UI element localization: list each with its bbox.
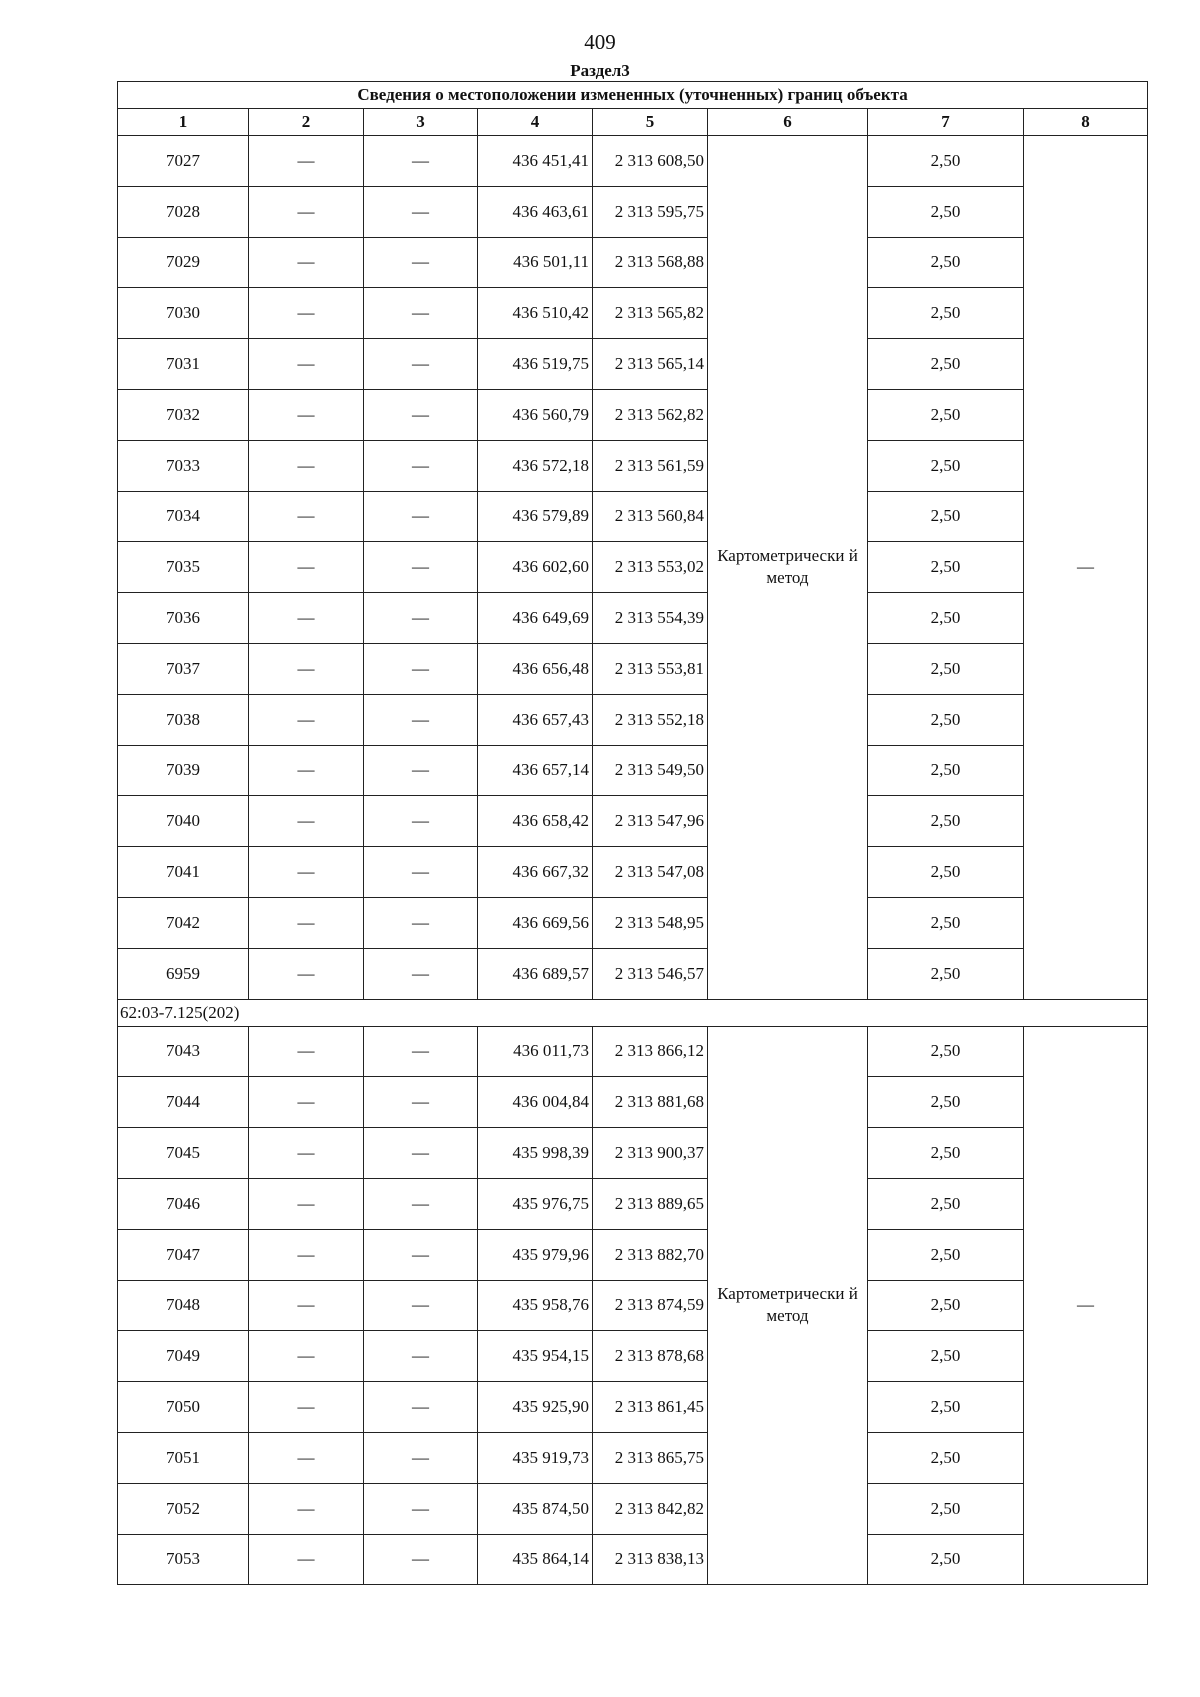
accuracy: 2,50: [868, 1229, 1024, 1280]
col2-dash: —: [249, 796, 364, 847]
column-header-row: [118, 109, 1148, 136]
accuracy: 2,50: [868, 288, 1024, 339]
col2-dash: —: [249, 593, 364, 644]
coord-y: 2 313 900,37: [593, 1128, 708, 1179]
point-number: 7041: [118, 847, 249, 898]
table-row: [118, 1382, 1148, 1433]
coord-y: 2 313 554,39: [593, 593, 708, 644]
point-number: 7046: [118, 1178, 249, 1229]
coord-y: 2 313 561,59: [593, 440, 708, 491]
col2-dash: —: [249, 1229, 364, 1280]
coord-x: 436 657,43: [478, 694, 593, 745]
col3-dash: —: [364, 1382, 478, 1433]
col2-dash: —: [249, 1128, 364, 1179]
col2-dash: —: [249, 1077, 364, 1128]
group-label: 62:03-7.125(202): [118, 999, 1148, 1026]
coord-x: 436 602,60: [478, 542, 593, 593]
section-title: Раздел3: [570, 61, 630, 80]
point-number: 7052: [118, 1483, 249, 1534]
col2-dash: —: [249, 440, 364, 491]
table-row: [118, 1128, 1148, 1179]
point-number: 7051: [118, 1432, 249, 1483]
method-cell: Картометрически й метод: [708, 1026, 868, 1585]
table-row: [118, 186, 1148, 237]
accuracy: 2,50: [868, 1178, 1024, 1229]
coord-x: 435 979,96: [478, 1229, 593, 1280]
col2-dash: —: [249, 1280, 364, 1331]
coord-y: 2 313 553,81: [593, 643, 708, 694]
col3-dash: —: [364, 1229, 478, 1280]
col3-dash: —: [364, 796, 478, 847]
coord-x: 435 958,76: [478, 1280, 593, 1331]
col3-dash: —: [364, 593, 478, 644]
col3-dash: —: [364, 491, 478, 542]
col2-dash: —: [249, 389, 364, 440]
coord-x: 436 572,18: [478, 440, 593, 491]
table-row: [118, 491, 1148, 542]
point-number: 7042: [118, 897, 249, 948]
point-number: 7036: [118, 593, 249, 644]
accuracy: 2,50: [868, 1077, 1024, 1128]
table-row: [118, 1178, 1148, 1229]
col3-dash: —: [364, 1483, 478, 1534]
col3-dash: —: [364, 389, 478, 440]
accuracy: 2,50: [868, 491, 1024, 542]
column-header-3: 3: [364, 109, 478, 136]
coord-x: 436 656,48: [478, 643, 593, 694]
accuracy: 2,50: [868, 1534, 1024, 1585]
point-number: 7027: [118, 136, 249, 187]
accuracy: 2,50: [868, 847, 1024, 898]
coord-x: 435 874,50: [478, 1483, 593, 1534]
col3-dash: —: [364, 237, 478, 288]
coord-y: 2 313 560,84: [593, 491, 708, 542]
col8-cell: —: [1024, 1026, 1148, 1585]
page-number: 409: [584, 30, 616, 54]
col3-dash: —: [364, 440, 478, 491]
col3-dash: —: [364, 1432, 478, 1483]
accuracy: 2,50: [868, 237, 1024, 288]
col3-dash: —: [364, 1077, 478, 1128]
col2-dash: —: [249, 491, 364, 542]
column-header-8: 8: [1024, 109, 1148, 136]
table-row: [118, 237, 1148, 288]
method-cell: Картометрически й метод: [708, 136, 868, 1000]
accuracy: 2,50: [868, 1382, 1024, 1433]
table-row: [118, 542, 1148, 593]
accuracy: 2,50: [868, 1026, 1024, 1077]
coord-x: 436 004,84: [478, 1077, 593, 1128]
accuracy: 2,50: [868, 1331, 1024, 1382]
coord-x: 436 501,11: [478, 237, 593, 288]
col3-dash: —: [364, 339, 478, 390]
coord-x: 436 579,89: [478, 491, 593, 542]
coord-x: 436 519,75: [478, 339, 593, 390]
column-header-4: 4: [478, 109, 593, 136]
table-row: [118, 796, 1148, 847]
col3-dash: —: [364, 1331, 478, 1382]
col3-dash: —: [364, 542, 478, 593]
point-number: 7030: [118, 288, 249, 339]
accuracy: 2,50: [868, 1483, 1024, 1534]
accuracy: 2,50: [868, 796, 1024, 847]
col2-dash: —: [249, 1331, 364, 1382]
coord-y: 2 313 874,59: [593, 1280, 708, 1331]
point-number: 7031: [118, 339, 249, 390]
table-row: [118, 1280, 1148, 1331]
table-row: [118, 1331, 1148, 1382]
coord-y: 2 313 861,45: [593, 1382, 708, 1433]
point-number: 7040: [118, 796, 249, 847]
point-number: 7028: [118, 186, 249, 237]
coord-x: 435 919,73: [478, 1432, 593, 1483]
point-number: 7037: [118, 643, 249, 694]
col2-dash: —: [249, 847, 364, 898]
coord-x: 435 864,14: [478, 1534, 593, 1585]
col2-dash: —: [249, 186, 364, 237]
col2-dash: —: [249, 1534, 364, 1585]
point-number: 7029: [118, 237, 249, 288]
table-caption: Сведения о местоположении измененных (уточненных) границ объекта: [118, 82, 1148, 109]
point-number: 7035: [118, 542, 249, 593]
column-header-1: 1: [118, 109, 249, 136]
col2-dash: —: [249, 1178, 364, 1229]
point-number: 7032: [118, 389, 249, 440]
coord-y: 2 313 838,13: [593, 1534, 708, 1585]
col2-dash: —: [249, 897, 364, 948]
column-header-7: 7: [868, 109, 1024, 136]
table-row: [118, 1077, 1148, 1128]
accuracy: 2,50: [868, 339, 1024, 390]
table-row: [118, 1483, 1148, 1534]
coord-y: 2 313 553,02: [593, 542, 708, 593]
coord-x: 436 560,79: [478, 389, 593, 440]
column-header-2: 2: [249, 109, 364, 136]
table-row: [118, 288, 1148, 339]
point-number: 7044: [118, 1077, 249, 1128]
col3-dash: —: [364, 1280, 478, 1331]
point-number: 7034: [118, 491, 249, 542]
col2-dash: —: [249, 288, 364, 339]
accuracy: 2,50: [868, 136, 1024, 187]
table-row: [118, 1229, 1148, 1280]
coord-x: 436 011,73: [478, 1026, 593, 1077]
col3-dash: —: [364, 745, 478, 796]
table-row: [118, 745, 1148, 796]
coord-y: 2 313 608,50: [593, 136, 708, 187]
table-row: [118, 948, 1148, 999]
col3-dash: —: [364, 643, 478, 694]
col2-dash: —: [249, 643, 364, 694]
table-row: [118, 339, 1148, 390]
coord-y: 2 313 866,12: [593, 1026, 708, 1077]
accuracy: 2,50: [868, 948, 1024, 999]
point-number: 7053: [118, 1534, 249, 1585]
table-row: [118, 593, 1148, 644]
col2-dash: —: [249, 237, 364, 288]
coord-x: 436 451,41: [478, 136, 593, 187]
coord-y: 2 313 842,82: [593, 1483, 708, 1534]
coord-y: 2 313 549,50: [593, 745, 708, 796]
coord-y: 2 313 565,82: [593, 288, 708, 339]
col2-dash: —: [249, 694, 364, 745]
coord-x: 436 689,57: [478, 948, 593, 999]
coord-y: 2 313 547,08: [593, 847, 708, 898]
coordinates-table: [117, 81, 1148, 1585]
coord-y: 2 313 865,75: [593, 1432, 708, 1483]
table-row: [118, 1026, 1148, 1077]
table-row: [118, 847, 1148, 898]
accuracy: 2,50: [868, 1432, 1024, 1483]
accuracy: 2,50: [868, 542, 1024, 593]
accuracy: 2,50: [868, 897, 1024, 948]
coord-y: 2 313 881,68: [593, 1077, 708, 1128]
coord-x: 435 925,90: [478, 1382, 593, 1433]
coord-x: 436 669,56: [478, 897, 593, 948]
coord-y: 2 313 878,68: [593, 1331, 708, 1382]
accuracy: 2,50: [868, 694, 1024, 745]
point-number: 7047: [118, 1229, 249, 1280]
col2-dash: —: [249, 542, 364, 593]
table-row: [118, 897, 1148, 948]
table-row: [118, 1534, 1148, 1585]
accuracy: 2,50: [868, 389, 1024, 440]
accuracy: 2,50: [868, 186, 1024, 237]
coord-y: 2 313 595,75: [593, 186, 708, 237]
accuracy: 2,50: [868, 440, 1024, 491]
col3-dash: —: [364, 1534, 478, 1585]
col2-dash: —: [249, 948, 364, 999]
col2-dash: —: [249, 1483, 364, 1534]
coord-x: 436 463,61: [478, 186, 593, 237]
coord-y: 2 313 882,70: [593, 1229, 708, 1280]
col3-dash: —: [364, 288, 478, 339]
coord-y: 2 313 889,65: [593, 1178, 708, 1229]
col3-dash: —: [364, 1026, 478, 1077]
point-number: 6959: [118, 948, 249, 999]
column-header-6: 6: [708, 109, 868, 136]
col2-dash: —: [249, 1026, 364, 1077]
table-row: [118, 389, 1148, 440]
col3-dash: —: [364, 694, 478, 745]
coord-x: 435 998,39: [478, 1128, 593, 1179]
col2-dash: —: [249, 136, 364, 187]
coord-x: 436 510,42: [478, 288, 593, 339]
col8-cell: —: [1024, 136, 1148, 1000]
accuracy: 2,50: [868, 1128, 1024, 1179]
point-number: 7043: [118, 1026, 249, 1077]
col2-dash: —: [249, 1382, 364, 1433]
coord-y: 2 313 568,88: [593, 237, 708, 288]
col2-dash: —: [249, 1432, 364, 1483]
coord-x: 436 657,14: [478, 745, 593, 796]
coord-y: 2 313 548,95: [593, 897, 708, 948]
table-row: [118, 1432, 1148, 1483]
col2-dash: —: [249, 745, 364, 796]
point-number: 7039: [118, 745, 249, 796]
point-number: 7048: [118, 1280, 249, 1331]
table-row: [118, 643, 1148, 694]
col2-dash: —: [249, 339, 364, 390]
column-header-5: 5: [593, 109, 708, 136]
col3-dash: —: [364, 1178, 478, 1229]
point-number: 7033: [118, 440, 249, 491]
accuracy: 2,50: [868, 745, 1024, 796]
table-body: [118, 136, 1148, 1585]
coord-x: 435 954,15: [478, 1331, 593, 1382]
col3-dash: —: [364, 136, 478, 187]
coord-y: 2 313 552,18: [593, 694, 708, 745]
point-number: 7038: [118, 694, 249, 745]
coord-y: 2 313 562,82: [593, 389, 708, 440]
coord-x: 436 649,69: [478, 593, 593, 644]
coord-x: 435 976,75: [478, 1178, 593, 1229]
table-row: [118, 694, 1148, 745]
coord-y: 2 313 565,14: [593, 339, 708, 390]
accuracy: 2,50: [868, 1280, 1024, 1331]
point-number: 7049: [118, 1331, 249, 1382]
point-number: 7050: [118, 1382, 249, 1433]
coord-x: 436 667,32: [478, 847, 593, 898]
accuracy: 2,50: [868, 643, 1024, 694]
coord-x: 436 658,42: [478, 796, 593, 847]
col3-dash: —: [364, 1128, 478, 1179]
col3-dash: —: [364, 847, 478, 898]
table-row: [118, 440, 1148, 491]
col3-dash: —: [364, 186, 478, 237]
accuracy: 2,50: [868, 593, 1024, 644]
group-label-row: [118, 999, 1148, 1026]
coord-y: 2 313 546,57: [593, 948, 708, 999]
col3-dash: —: [364, 897, 478, 948]
coord-y: 2 313 547,96: [593, 796, 708, 847]
point-number: 7045: [118, 1128, 249, 1179]
col3-dash: —: [364, 948, 478, 999]
table-row: [118, 136, 1148, 187]
